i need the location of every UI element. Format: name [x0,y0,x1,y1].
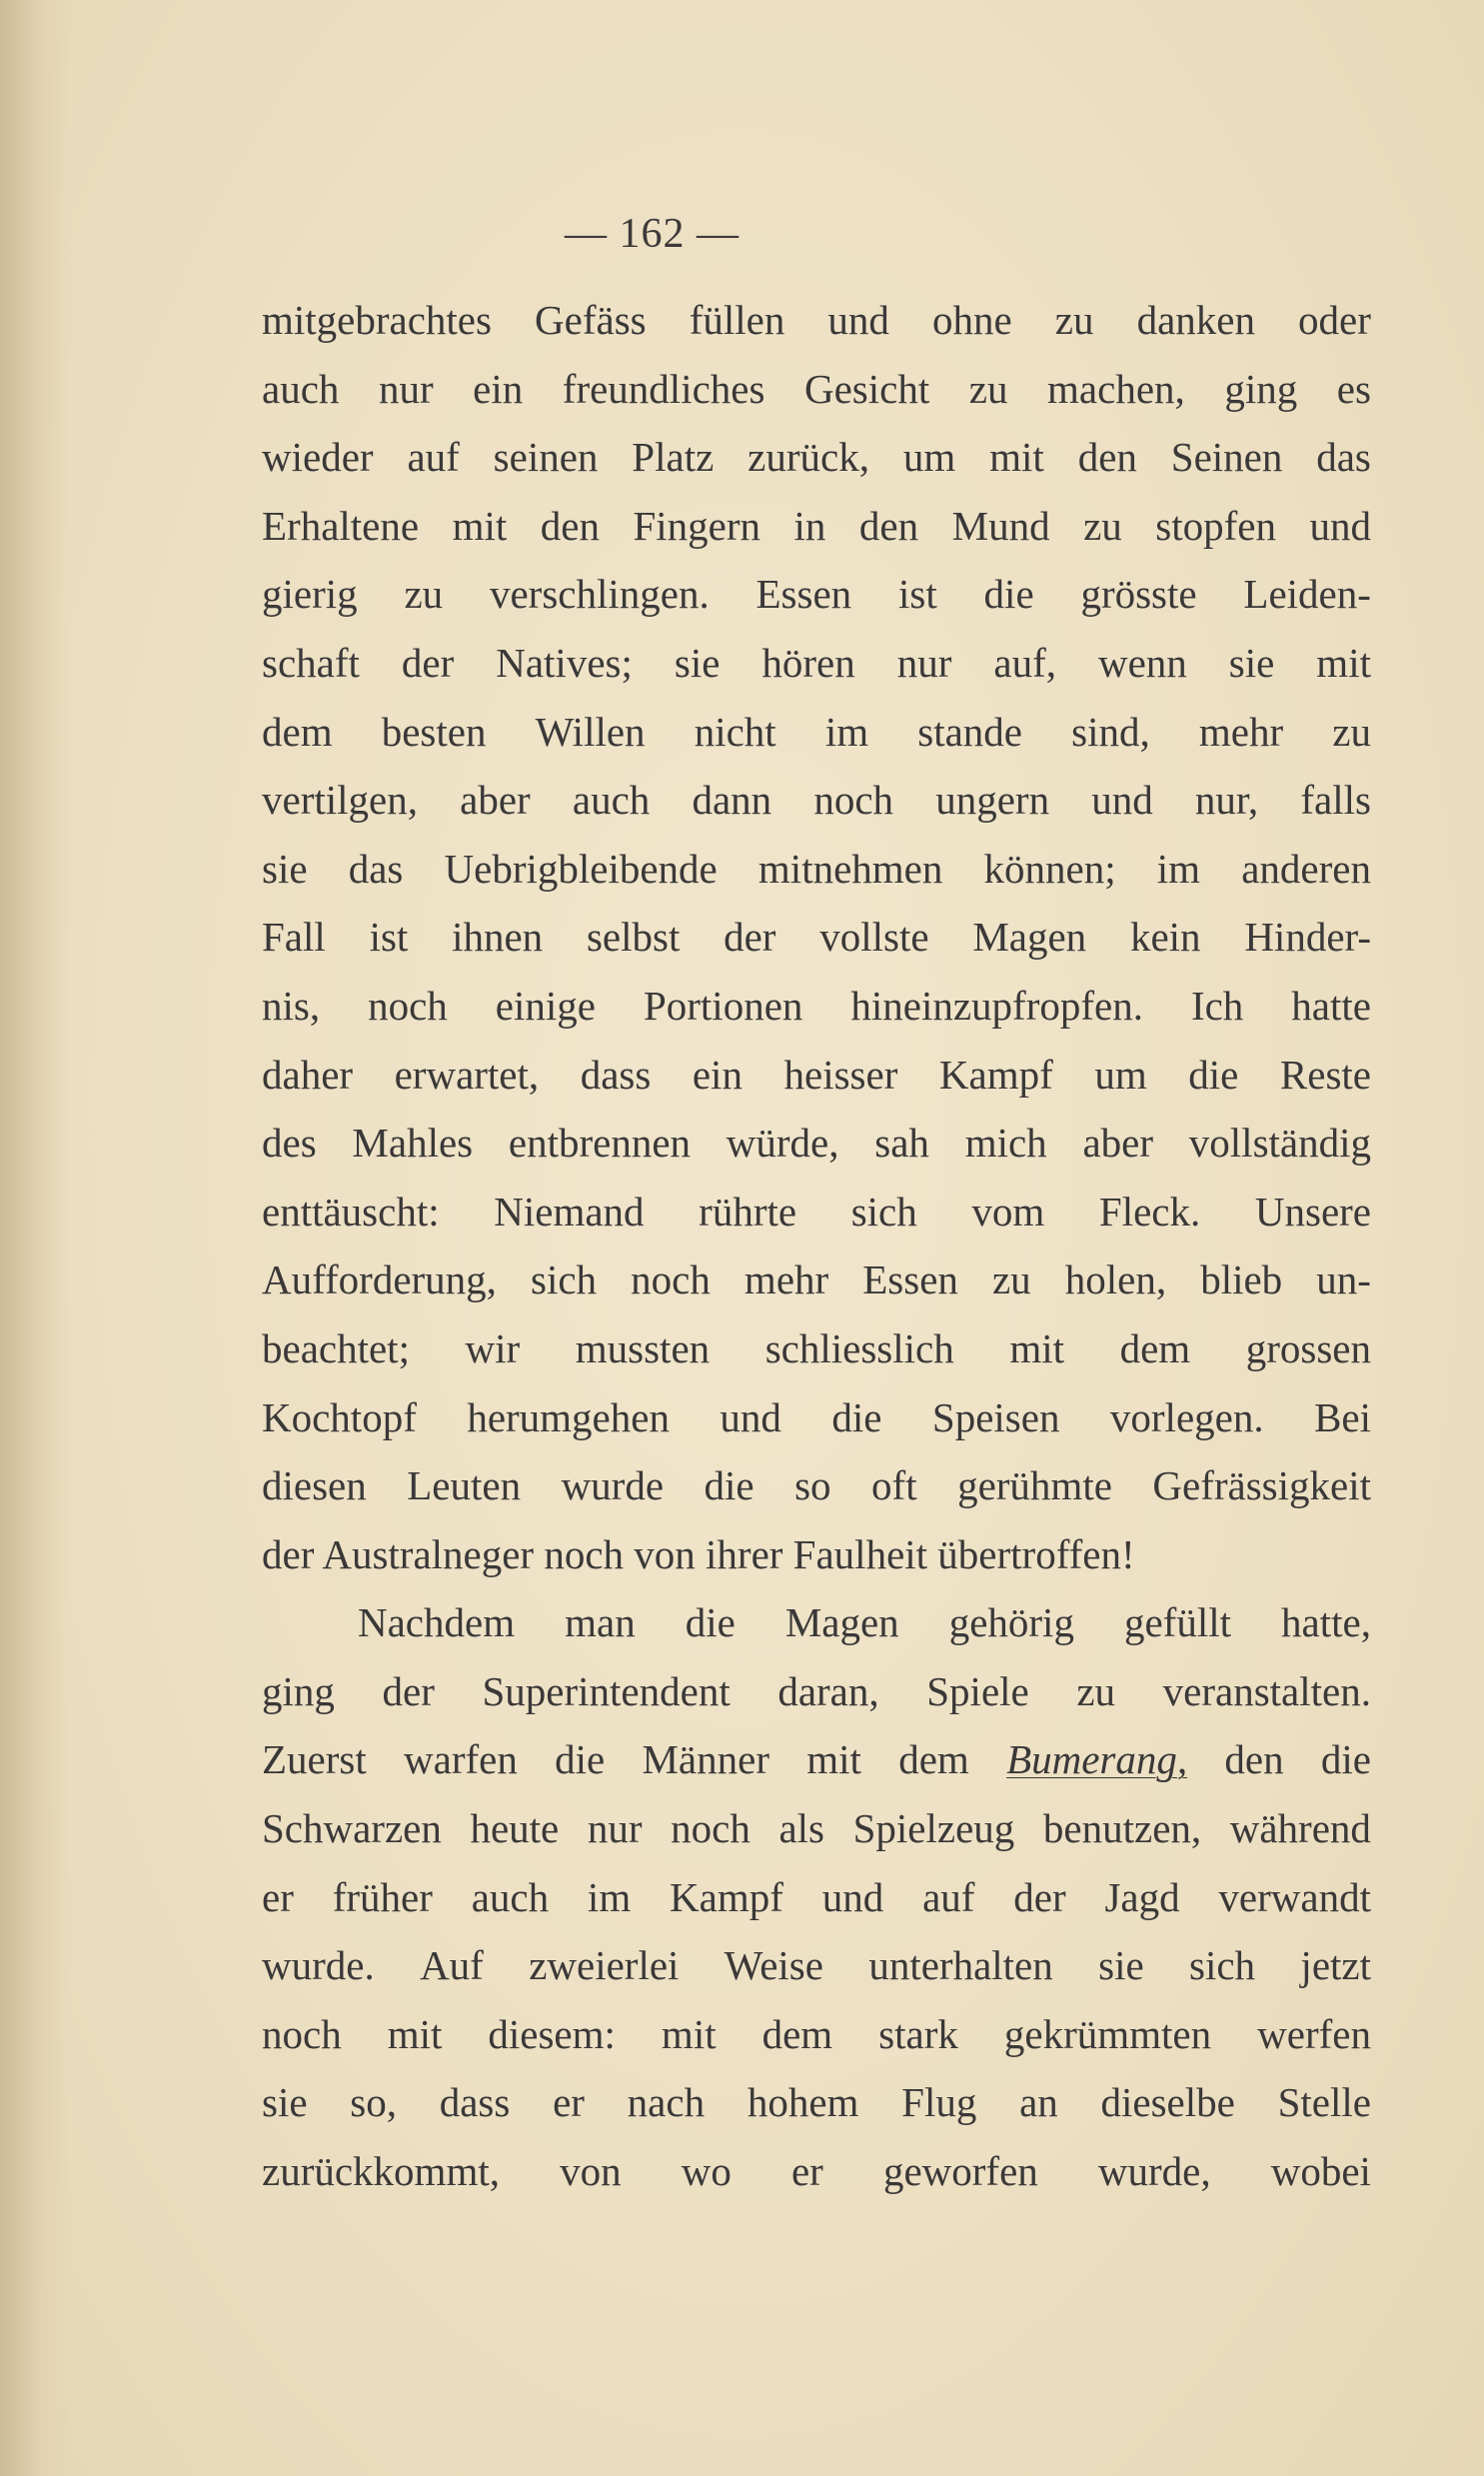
word: zu [968,365,1008,412]
word: hatte, [1281,1599,1371,1646]
word: heisser [783,1051,898,1098]
text-line [262,2137,1371,2206]
word: Seinen [1170,434,1283,481]
word: Hinder- [1244,914,1371,961]
word: sich [1189,1942,1256,1989]
word: zu [404,571,444,618]
word: mit [1316,639,1371,686]
word: Gefäss [535,297,647,343]
word: dann [692,777,772,824]
word: und [827,297,889,343]
word: diesen [262,1462,367,1509]
word: schliesslich [764,1324,954,1371]
word: sich [531,1256,598,1303]
word: vollste [819,914,929,961]
word: Leuten [407,1462,522,1509]
text-segment: Zuerst warfen die Männer mit dem [262,1736,1007,1783]
word: mitnehmen [757,845,943,892]
word: des [262,1120,317,1167]
word: dass [580,1051,652,1098]
word: unterhalten [868,1942,1053,1989]
word: Leiden- [1243,571,1371,618]
word: mit [989,434,1044,481]
word: seinen [493,434,599,481]
word: den [540,502,600,549]
text-line [262,1245,1371,1314]
word: ungern [935,777,1050,824]
word: zurück, [747,434,869,481]
word: er [790,2148,823,2195]
word: Magen [784,1599,899,1646]
emphasized-term: Bumerang, [1006,1736,1188,1783]
text-line [262,1863,1371,1932]
word: sind, [1071,708,1150,755]
text-line [262,1314,1371,1383]
word: auf [922,1873,975,1920]
word: verschlingen. [489,571,710,618]
word: sie [262,845,308,892]
word: Stelle [1277,2079,1371,2126]
word: im [1156,845,1201,892]
word: daran, [777,1667,879,1714]
word: grösste [1080,571,1197,618]
word: hatte [1291,982,1371,1029]
word: diesem: [488,2010,616,2057]
word: während [1229,1805,1371,1852]
word: Spielzeug [852,1805,1015,1852]
word: Portionen [643,982,803,1029]
word: Unsere [1254,1188,1371,1235]
word: Aufforderung, [262,1256,497,1303]
word: geworfen [882,2148,1038,2195]
word: wurde. [262,1942,375,1989]
word: wieder [262,434,374,481]
word: dem [761,2010,833,2057]
word: es [1336,365,1371,412]
word: an [1019,2079,1058,2126]
word: ist [897,571,937,618]
word: gerühmte [957,1462,1112,1509]
word: und [821,1873,884,1920]
word: heute [470,1805,560,1852]
word: falls [1300,777,1371,824]
word: noch [368,982,448,1029]
word: sie [1098,1942,1144,1989]
word: noch [262,2010,342,2057]
page-gutter-shadow [0,0,70,2476]
word: dass [439,2079,511,2126]
word: der [724,914,776,961]
text-line [262,560,1371,629]
word: mich [964,1120,1047,1167]
word: die [704,1462,754,1509]
word: vollständig [1188,1120,1371,1167]
text-line-paragraph-start [262,1588,1371,1657]
word: gekrümmten [1003,2010,1212,2057]
text-line [262,1109,1371,1178]
word: rührte [699,1188,797,1235]
word: früher [332,1873,433,1920]
word: der [1013,1873,1066,1920]
word: Auf [420,1942,484,1989]
text-line [262,423,1371,492]
word: oft [871,1462,917,1509]
word: anderen [1241,845,1371,892]
word: erwartet, [394,1051,540,1098]
word: ohne [932,297,1012,343]
word: noch [631,1256,711,1303]
word: grossen [1245,1324,1371,1371]
word: zurückkommt, [262,2148,500,2195]
word: daher [262,1051,354,1098]
word: zu [1076,1667,1116,1714]
text-segment: den die [1187,1736,1371,1783]
word: er [262,1873,294,1920]
word: und [1309,502,1371,549]
word: Schwarzen [262,1805,442,1852]
text-line [262,766,1371,835]
word: ging [262,1667,335,1714]
word: noch [671,1805,750,1852]
word: Bei [1314,1393,1371,1440]
word: auch [262,365,340,412]
text-line [262,698,1371,767]
word: ihnen [452,914,544,961]
word: ein [473,365,524,412]
word: sich [850,1188,917,1235]
text-line [262,1041,1371,1110]
word: auch [471,1873,550,1920]
word: ein [692,1051,742,1098]
word: füllen [689,297,785,343]
word: nur [896,639,952,686]
word: nur [587,1805,643,1852]
word: beachtet; [262,1324,410,1371]
word: die [983,571,1034,618]
word: wo [681,2148,732,2195]
word: Mahles [352,1120,474,1167]
word: Jagd [1104,1873,1180,1920]
word: veranstalten. [1162,1667,1371,1714]
word: benutzen, [1042,1805,1202,1852]
word: Superintendent [482,1667,731,1714]
page-number: — 162 — [565,211,740,257]
word: stopfen [1155,502,1276,549]
word: Magen [972,914,1087,961]
word: im [824,708,869,755]
word: Spiele [926,1667,1029,1714]
word: mit [1009,1324,1064,1371]
word: Weise [724,1942,823,1989]
word: der [401,639,455,686]
word: schaft [262,639,360,686]
word: Kampf [938,1051,1053,1098]
word: gefüllt [1123,1599,1231,1646]
word: der [382,1667,435,1714]
word: Platz [632,434,715,481]
text-line [262,1383,1371,1452]
word: wurde [561,1462,665,1509]
text-line [262,286,1371,355]
word: selbst [586,914,681,961]
word: mehr [1198,708,1284,755]
word: Fingern [633,502,761,549]
text-line [262,835,1371,904]
word: würde, [726,1120,839,1167]
word: gehörig [948,1599,1074,1646]
word: ging [1224,365,1298,412]
word: nur [378,365,434,412]
word: zu [991,1256,1031,1303]
word: herumgehen [467,1393,670,1440]
word: Uebrigbleibende [444,845,718,892]
word: entbrennen [508,1120,692,1167]
word: freundliches [562,365,765,412]
text-line [262,903,1371,972]
word: un- [1316,1256,1371,1303]
word: zu [1054,297,1094,343]
word: Essen [755,571,852,618]
word: vom [971,1188,1045,1235]
word: verwandt [1218,1873,1371,1920]
word: Fleck. [1098,1188,1201,1235]
word: Natives; [496,639,633,686]
word: noch [813,777,894,824]
word: von [560,2148,622,2195]
word: stark [878,2010,958,2057]
word: Willen [535,708,646,755]
text-line [262,1657,1371,1726]
word: nicht [694,708,776,755]
word: vorlegen. [1109,1393,1264,1440]
text-line [262,1794,1371,1863]
word: nis, [262,982,321,1029]
text-line [262,2000,1371,2069]
text-line [262,972,1371,1041]
word: auf, [993,639,1056,686]
word: so [794,1462,831,1509]
word: die [1188,1051,1239,1098]
word: besten [381,708,487,755]
word: nach [627,2079,706,2126]
word: zu [1332,708,1371,755]
word: ist [369,914,409,961]
word: dem [262,708,333,755]
word: die [831,1393,882,1440]
word: Ich [1190,982,1244,1029]
word: den [1077,434,1137,481]
word: auf [407,434,460,481]
word: wenn [1097,639,1187,686]
word: mehr [743,1256,829,1303]
word: gierig [262,571,358,618]
word: um [1094,1051,1147,1098]
word: aber [1082,1120,1154,1167]
word: dieselbe [1100,2079,1235,2126]
word: einige [495,982,596,1029]
word: vertilgen, [262,777,418,824]
word: Reste [1279,1051,1371,1098]
word: sie [262,2079,308,2126]
word: mit [452,502,508,549]
word: sie [1228,639,1275,686]
text-line [262,355,1371,424]
word: Nachdem [358,1599,516,1646]
word: mitgebrachtes [262,297,492,343]
word: kein [1129,914,1201,961]
word: werfen [1257,2010,1371,2057]
word: und [720,1393,781,1440]
text-line [262,2068,1371,2137]
word: stande [917,708,1023,755]
word: Gefrässigkeit [1152,1462,1371,1509]
word: in [793,502,826,549]
text-line [262,1931,1371,2000]
text-line [262,492,1371,561]
text-line [262,1178,1371,1246]
word: Erhaltene [262,502,420,549]
text-line-paragraph-end: der Australneger noch von ihrer Faulheit übertroffen! [262,1530,1135,1577]
word: hohem [746,2079,859,2126]
word: den [858,502,919,549]
word: Fall [262,914,326,961]
word: holen, [1064,1256,1167,1303]
word: wobei [1270,2148,1371,2195]
word: jetzt [1300,1942,1371,1989]
word: hineinzupfropfen. [850,982,1143,1029]
word: auch [572,777,651,824]
word: Mund [951,502,1050,549]
word: er [553,2079,585,2126]
word: die [685,1599,736,1646]
word: so, [350,2079,397,2126]
word: nur, [1194,777,1259,824]
word: dem [1119,1324,1191,1371]
word: Kochtopf [262,1393,417,1440]
word: danken [1136,297,1255,343]
word: das [348,845,404,892]
word: das [1316,434,1371,481]
word: Flug [901,2079,977,2126]
word: wurde, [1097,2148,1211,2195]
word: Speisen [931,1393,1060,1440]
word: Essen [862,1256,958,1303]
word: um [902,434,956,481]
text-line [262,629,1371,698]
word: im [587,1873,632,1920]
word: aber [460,777,531,824]
word: blieb [1200,1256,1283,1303]
word: oder [1298,297,1371,343]
word: und [1091,777,1153,824]
word: wir [465,1324,521,1371]
text-line-with-emphasis [262,1725,1371,1794]
word: Niemand [494,1188,645,1235]
word: mit [661,2010,717,2057]
word: Kampf [670,1873,783,1920]
word: enttäuscht: [262,1188,440,1235]
body-text [262,286,1371,2206]
word: zu [1083,502,1122,549]
word: zweierlei [529,1942,680,1989]
word: sie [674,639,721,686]
text-line [262,1451,1371,1520]
word: mussten [575,1324,711,1371]
word: mit [387,2010,443,2057]
word: machen, [1047,365,1185,412]
word: sah [874,1120,929,1167]
word: hören [761,639,855,686]
word: Gesicht [803,365,930,412]
word: können; [983,845,1116,892]
word: als [778,1805,824,1852]
word: man [565,1599,636,1646]
